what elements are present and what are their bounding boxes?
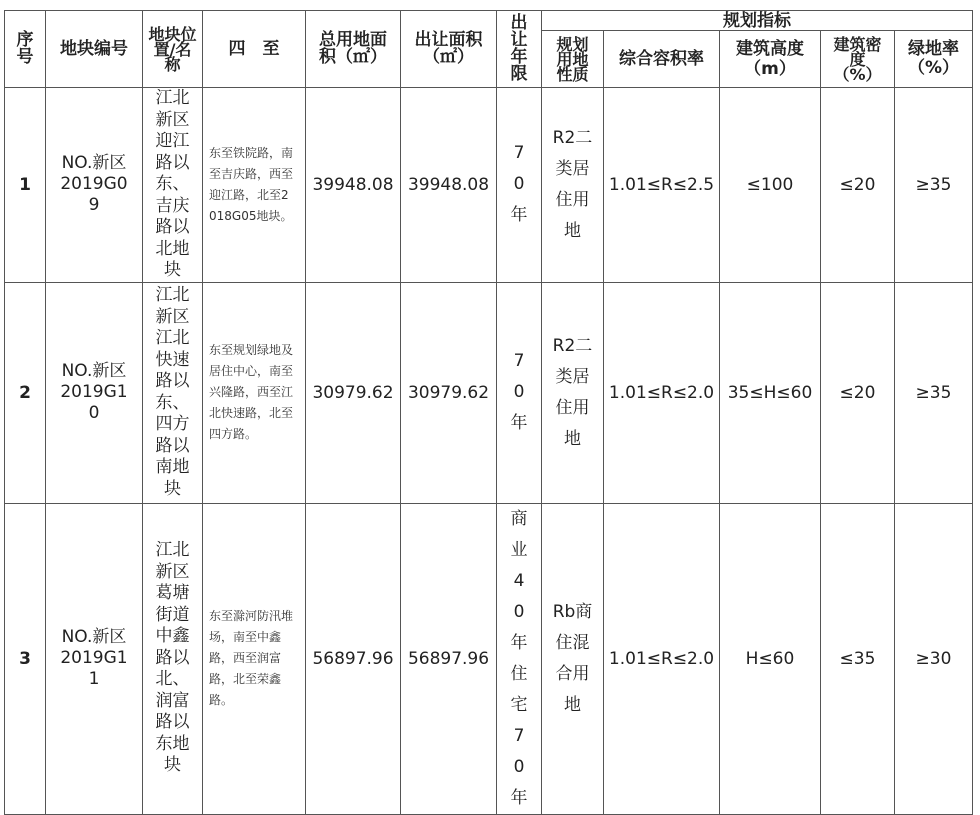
row-density: ≤20 bbox=[821, 282, 895, 503]
row-transfer-area: 56897.96 bbox=[401, 503, 497, 814]
row-location bbox=[143, 503, 203, 814]
header-density bbox=[821, 31, 895, 88]
row-parcel-id bbox=[46, 88, 143, 283]
row-height: 35≤H≤60 bbox=[720, 282, 821, 503]
land-parcel-table bbox=[4, 10, 973, 815]
parcel-id-text: NO.新区2019G10 bbox=[60, 361, 128, 423]
land-use-text: R2二类居住用地 bbox=[552, 127, 593, 241]
table-row bbox=[5, 282, 973, 503]
row-term bbox=[497, 88, 542, 283]
row-boundary bbox=[203, 503, 306, 814]
header-parcel-id: 地块编号 bbox=[46, 11, 143, 88]
row-boundary bbox=[203, 282, 306, 503]
location-text: 江北新区葛塘街道中鑫路以北、润富路以东地块 bbox=[155, 540, 190, 776]
header-transfer-area-text: 出让面积（㎡） bbox=[414, 30, 483, 67]
parcel-id-text: NO.新区2019G11 bbox=[60, 627, 128, 689]
row-index: 3 bbox=[5, 503, 46, 814]
boundary-text: 东至滁河防汛堆场，南至中鑫路，西至润富路，北至荣鑫路。 bbox=[209, 609, 294, 707]
row-land-use bbox=[542, 282, 604, 503]
row-term bbox=[497, 503, 542, 814]
row-land-use bbox=[542, 88, 604, 283]
header-total-area bbox=[306, 11, 401, 88]
boundary-text: 东至规划绿地及居住中心，南至兴隆路，西至江北快速路，北至四方路。 bbox=[209, 343, 294, 441]
term-text: 70年 bbox=[510, 143, 528, 226]
row-location bbox=[143, 282, 203, 503]
header-location bbox=[143, 11, 203, 88]
row-parcel-id bbox=[46, 282, 143, 503]
boundary-text: 东至铁院路，南至吉庆路，西至迎江路，北至2018G05地块。 bbox=[209, 145, 294, 223]
row-total-area: 30979.62 bbox=[306, 282, 401, 503]
row-term bbox=[497, 282, 542, 503]
header-index bbox=[5, 11, 46, 88]
row-parcel-id bbox=[46, 503, 143, 814]
header-boundary: 四 至 bbox=[203, 11, 306, 88]
header-land-use-text: 规划用地性质 bbox=[556, 34, 589, 84]
header-far: 综合容积率 bbox=[604, 31, 720, 88]
row-far: 1.01≤R≤2.5 bbox=[604, 88, 720, 283]
land-use-text: Rb商住混合用地 bbox=[552, 601, 593, 715]
header-land-use bbox=[542, 31, 604, 88]
header-planning-indicators: 规划指标 bbox=[542, 11, 973, 31]
row-index: 1 bbox=[5, 88, 46, 283]
header-height bbox=[720, 31, 821, 88]
row-boundary bbox=[203, 88, 306, 283]
row-green: ≥35 bbox=[895, 88, 973, 283]
header-transfer-area bbox=[401, 11, 497, 88]
header-term bbox=[497, 11, 542, 88]
row-green: ≥35 bbox=[895, 282, 973, 503]
header-index-line: 序号 bbox=[16, 30, 34, 67]
row-green: ≥30 bbox=[895, 503, 973, 814]
row-total-area: 56897.96 bbox=[306, 503, 401, 814]
land-parcel-table-container bbox=[4, 10, 973, 815]
row-land-use bbox=[542, 503, 604, 814]
table-row bbox=[5, 503, 973, 814]
header-location-text: 地块位置/名称 bbox=[148, 24, 197, 74]
table-row bbox=[5, 88, 973, 283]
term-text: 70年 bbox=[510, 351, 528, 433]
row-density: ≤20 bbox=[821, 88, 895, 283]
row-far: 1.01≤R≤2.0 bbox=[604, 282, 720, 503]
parcel-id-text: NO.新区2019G09 bbox=[60, 153, 128, 216]
row-index: 2 bbox=[5, 282, 46, 503]
term-text: 商业40年住宅70年 bbox=[510, 508, 528, 808]
location-text: 江北新区江北快速路以东、四方路以南地块 bbox=[155, 285, 190, 499]
header-green bbox=[895, 31, 973, 88]
header-total-area-text: 总用地面积（㎡） bbox=[319, 30, 387, 67]
row-density: ≤35 bbox=[821, 503, 895, 814]
land-use-text: R2二类居住用地 bbox=[552, 335, 593, 449]
header-height-text: 建筑高度（m） bbox=[736, 39, 804, 79]
header-green-text: 绿地率（%） bbox=[907, 39, 960, 78]
header-density-text: 建筑密度（%） bbox=[833, 34, 882, 84]
row-height: H≤60 bbox=[720, 503, 821, 814]
row-total-area: 39948.08 bbox=[306, 88, 401, 283]
row-far: 1.01≤R≤2.0 bbox=[604, 503, 720, 814]
row-height: ≤100 bbox=[720, 88, 821, 283]
row-location bbox=[143, 88, 203, 283]
header-term-text: 出让年限 bbox=[510, 13, 528, 84]
location-text: 江北新区迎江路以东、吉庆路以北地块 bbox=[155, 88, 190, 280]
row-transfer-area: 30979.62 bbox=[401, 282, 497, 503]
row-transfer-area: 39948.08 bbox=[401, 88, 497, 283]
